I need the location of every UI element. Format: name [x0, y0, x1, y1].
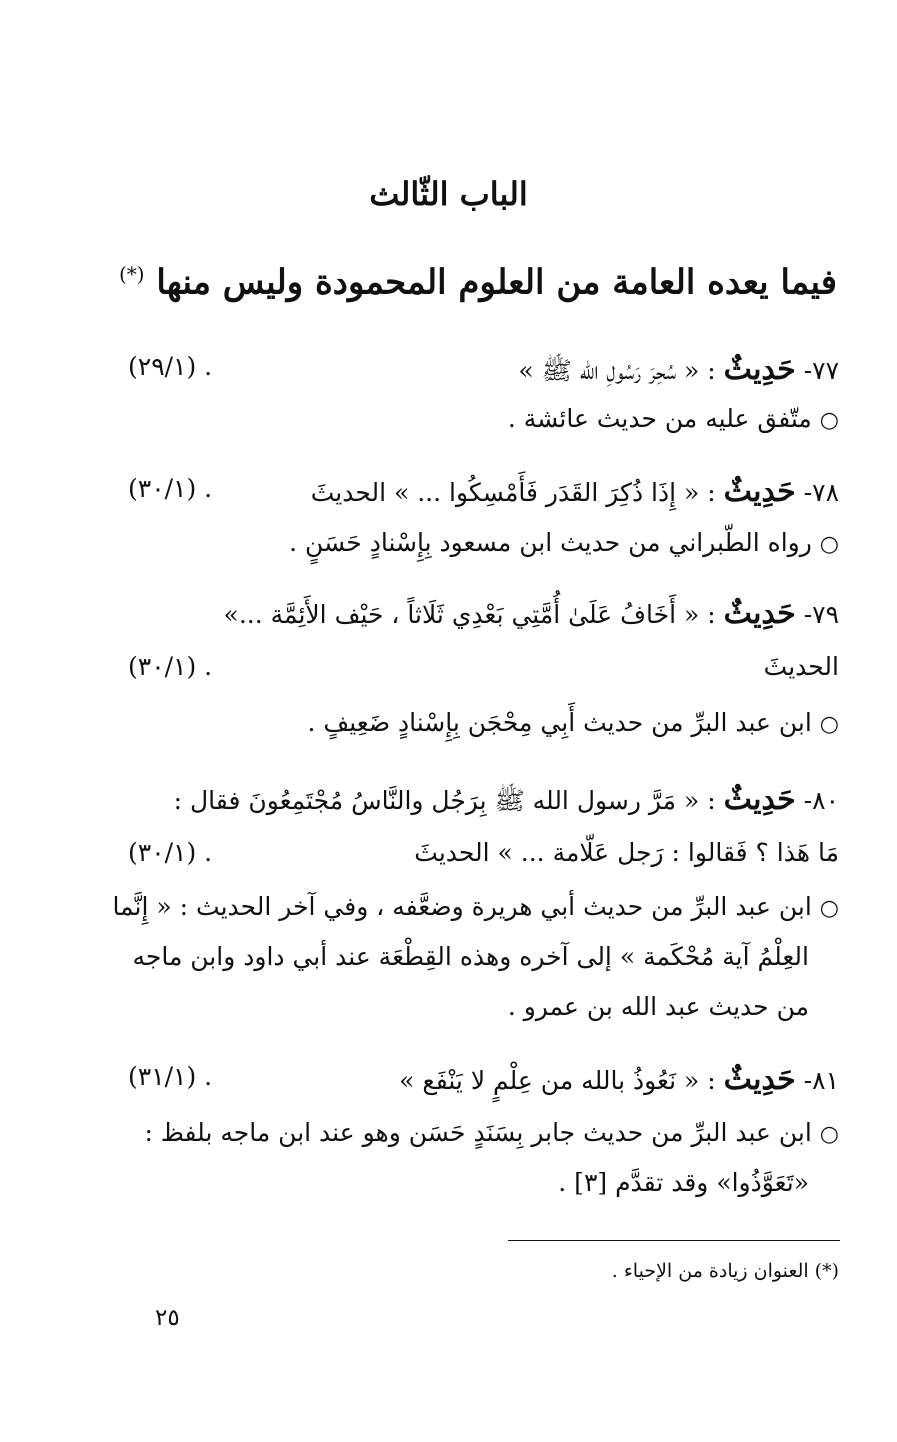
hadith-text: : « أَخَافُ عَلَىٰ أُمَّتِي بَعْدِي ثَلَاثاً ، حَيْف الأَئِمَّة ...»: [223, 600, 716, 629]
hadith-reference: (٣٠/١) .: [128, 474, 213, 503]
chapter-title: الباب الثّالث: [369, 175, 528, 213]
hadith-line: [128, 1062, 839, 1097]
hadith-text: : « إِذَا ذُكِرَ القَدَر فَأَمْسِكُوا ... » الحديثَ: [310, 478, 716, 507]
note-text: من حديث عبد الله بن عمرو .: [507, 992, 809, 1021]
note-line: [128, 942, 809, 971]
hadith-word: حَدِيثٌ: [723, 474, 796, 509]
circle-bullet-icon: ○: [819, 896, 839, 921]
hadith-text: : « نَعُوذُ بالله من عِلْمٍ لا يَنْفَع »: [399, 1066, 716, 1095]
hadith-line-continued: [128, 652, 839, 681]
note-line: [112, 892, 839, 921]
hadith-line: [128, 352, 839, 392]
hadith-number: ٧٧-: [803, 356, 839, 385]
hadith-reference: (٣٠/١) .: [128, 652, 213, 681]
circle-bullet-icon: ○: [819, 712, 839, 737]
hadith-text: الحديثَ: [763, 652, 839, 681]
note-text: ابن عبد البرِّ من حديث أبي هريرة وضعَّفه ، وفي آخر الحديث : « إِنَّما: [112, 892, 812, 921]
hadith-reference: (٢٩/١) .: [128, 352, 213, 381]
chapter-subtitle-text: فيما يعده العامة من العلوم المحمودة وليس منها: [156, 262, 837, 303]
note-text: ابن عبد البرِّ من حديث جابر بِسَنَدٍ حَسَن وهو عند ابن ماجه بلفظ :: [144, 1118, 812, 1147]
hadith-word: حَدِيثٌ: [723, 596, 796, 631]
hadith-word: حَدِيثٌ: [723, 782, 796, 817]
note-text: رواه الطّبراني من حديث ابن مسعود بِإِسْنادٍ حَسَنٍ .: [289, 528, 812, 557]
hadith-line-continued: [128, 838, 839, 867]
hadith-word: حَدِيثٌ: [723, 352, 796, 387]
note-line: [128, 708, 839, 737]
hadith-number: ٨١-: [803, 1066, 839, 1095]
note-text: العِلْمُ آية مُحْكَمة » إلى آخره وهذه القِطْعَة عند أبي داود وابن ماجه: [132, 942, 809, 971]
hadith-text: مَا هَذا ؟ فَقالوا : رَجل عَلّامة ... » الحديثَ: [414, 838, 839, 867]
note-text: ابن عبد البرِّ من حديث أَبِي مِحْجَن بِإِسْنادٍ ضَعِيفٍ .: [307, 708, 812, 737]
footnote: (*) العنوان زيادة من الإحياء .: [611, 1260, 839, 1282]
chapter-subtitle: [120, 262, 837, 302]
footnote-marker: (*): [118, 262, 145, 286]
hadith-number: ٧٩-: [803, 600, 839, 629]
note-line: [128, 1168, 809, 1197]
hadith-number: ٨٠-: [803, 786, 839, 815]
page-number: ٢٥: [155, 1305, 180, 1331]
note-line: [128, 992, 809, 1021]
note-text: متّفق عليه من حديث عائشة .: [507, 404, 812, 433]
circle-bullet-icon: ○: [819, 1122, 839, 1147]
hadith-text: : « سُحِرَ رَسُولِ الله ﷺ »: [518, 356, 716, 385]
hadith-line: [128, 474, 839, 509]
circle-bullet-icon: ○: [819, 532, 839, 557]
footnote-divider: [508, 1240, 840, 1241]
hadith-line: [128, 782, 839, 822]
hadith-reference: (٣١/١) .: [128, 1062, 213, 1091]
circle-bullet-icon: ○: [819, 408, 839, 433]
hadith-reference: (٣٠/١) .: [128, 838, 213, 867]
note-line: [128, 1118, 839, 1147]
hadith-line: [128, 596, 839, 631]
hadith-word: حَدِيثٌ: [723, 1062, 796, 1097]
note-line: [128, 528, 839, 557]
note-line: [128, 404, 839, 433]
hadith-text: : « مَرَّ رسول الله ﷺ بِرَجُل والنَّاسُ مُجْتَمِعُونَ فقال :: [173, 786, 716, 815]
note-text: «تَعَوَّذُوا» وقد تقدَّم [٣] .: [558, 1168, 809, 1197]
hadith-number: ٧٨-: [803, 478, 839, 507]
